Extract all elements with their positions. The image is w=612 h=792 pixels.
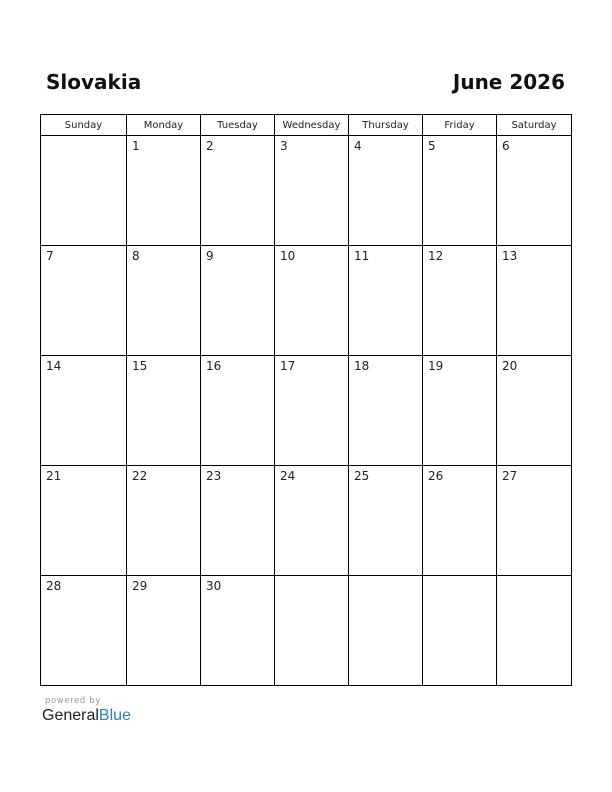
- day-number: 1: [132, 139, 140, 153]
- day-cell: [497, 576, 572, 686]
- day-cell: [41, 356, 127, 466]
- day-number: [497, 576, 571, 579]
- day-number: 13: [502, 249, 518, 263]
- day-cell: [349, 246, 423, 356]
- day-cell: [201, 576, 275, 686]
- day-number: 8: [132, 249, 140, 263]
- powered-by-label: powered by: [45, 696, 101, 706]
- country-title: Slovakia: [46, 70, 142, 94]
- weekday-saturday: Saturday: [497, 115, 572, 136]
- day-number: 21: [46, 469, 62, 483]
- day-cell: [275, 136, 349, 246]
- day-number: 17: [280, 359, 296, 373]
- day-number: 29: [132, 579, 148, 593]
- brand-general-text: General: [42, 707, 99, 724]
- day-number: 6: [502, 139, 510, 153]
- week-row-4: [41, 466, 572, 576]
- day-cell: [41, 576, 127, 686]
- weekday-sunday: Sunday: [41, 115, 127, 136]
- day-cell: [497, 356, 572, 466]
- brand-blue-text: Blue: [98, 707, 131, 724]
- day-number: 16: [206, 359, 222, 373]
- day-cell: [275, 246, 349, 356]
- day-cell: [127, 466, 201, 576]
- day-number: 10: [280, 249, 296, 263]
- day-cell: [201, 356, 275, 466]
- day-cell: [349, 466, 423, 576]
- day-cell: [423, 136, 497, 246]
- month-title: June 2026: [452, 70, 565, 94]
- day-cell: [497, 466, 572, 576]
- day-number: 11: [354, 249, 370, 263]
- day-cell: [275, 466, 349, 576]
- day-number: [41, 136, 126, 139]
- day-cell: [127, 136, 201, 246]
- day-cell: [201, 136, 275, 246]
- day-cell: [497, 246, 572, 356]
- footer-branding: [42, 696, 131, 725]
- day-cell: [349, 136, 423, 246]
- day-number: 24: [280, 469, 296, 483]
- weekday-monday: Monday: [127, 115, 201, 136]
- calendar-grid: [40, 114, 572, 686]
- day-cell: [201, 466, 275, 576]
- day-number: 5: [428, 139, 436, 153]
- week-row-3: [41, 356, 572, 466]
- day-cell: [423, 576, 497, 686]
- weekday-tuesday: Tuesday: [201, 115, 275, 136]
- day-number: 14: [46, 359, 62, 373]
- day-number: 12: [428, 249, 444, 263]
- day-number: 30: [206, 579, 222, 593]
- day-number: 18: [354, 359, 370, 373]
- day-number: [349, 576, 422, 579]
- day-cell: [349, 576, 423, 686]
- week-row-2: [41, 246, 572, 356]
- day-cell: [275, 356, 349, 466]
- week-row-5: [41, 576, 572, 686]
- day-number: 19: [428, 359, 444, 373]
- day-number: 20: [502, 359, 518, 373]
- weekday-friday: Friday: [423, 115, 497, 136]
- day-cell: [275, 576, 349, 686]
- day-cell: [127, 356, 201, 466]
- day-number: 15: [132, 359, 148, 373]
- day-number: 25: [354, 469, 370, 483]
- day-number: 3: [280, 139, 288, 153]
- generalblue-logo[interactable]: [42, 707, 131, 725]
- day-cell: [127, 246, 201, 356]
- day-cell: [497, 136, 572, 246]
- day-number: 9: [206, 249, 214, 263]
- day-number: 22: [132, 469, 148, 483]
- day-number: 27: [502, 469, 518, 483]
- week-row-1: [41, 136, 572, 246]
- day-number: 26: [428, 469, 444, 483]
- day-cell: [201, 246, 275, 356]
- day-cell: [349, 356, 423, 466]
- day-number: 7: [46, 249, 54, 263]
- weekday-header-row: [41, 115, 572, 136]
- day-cell: [423, 466, 497, 576]
- day-cell: [41, 246, 127, 356]
- weekday-thursday: Thursday: [349, 115, 423, 136]
- day-cell: [41, 136, 127, 246]
- day-number: 2: [206, 139, 214, 153]
- day-cell: [127, 576, 201, 686]
- day-cell: [423, 246, 497, 356]
- day-number: 28: [46, 579, 62, 593]
- day-number: 4: [354, 139, 362, 153]
- day-number: [275, 576, 348, 579]
- day-cell: [41, 466, 127, 576]
- weekday-wednesday: Wednesday: [275, 115, 349, 136]
- day-number: 23: [206, 469, 222, 483]
- day-cell: [423, 356, 497, 466]
- day-number: [423, 576, 496, 579]
